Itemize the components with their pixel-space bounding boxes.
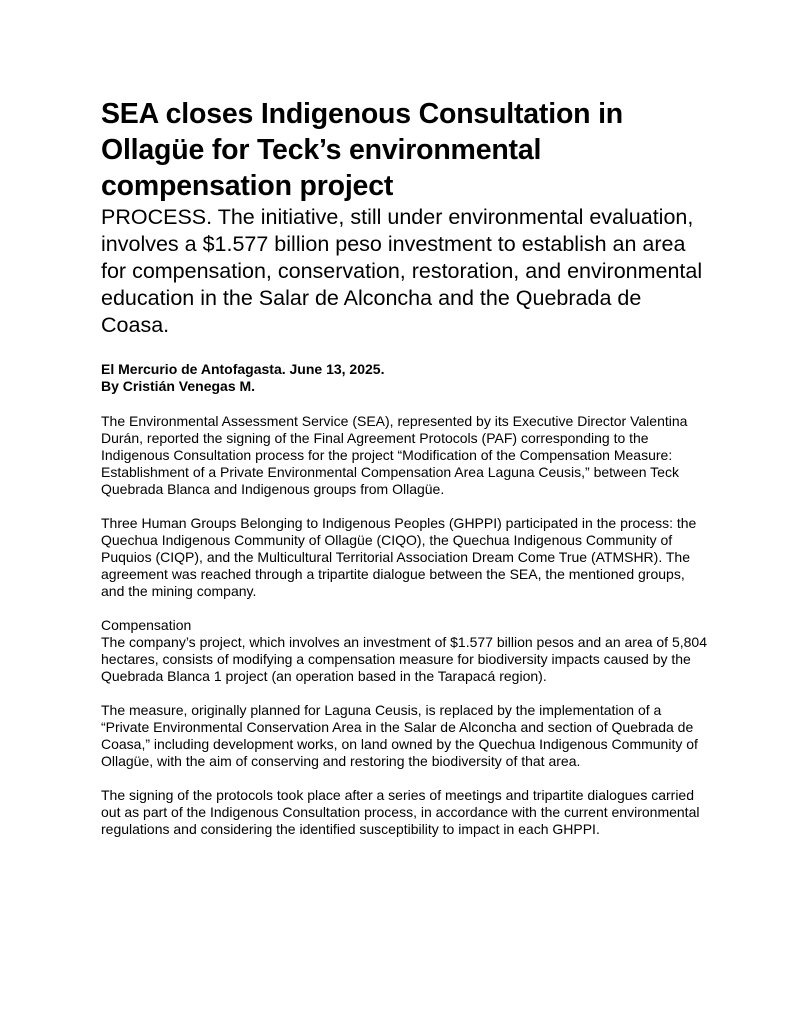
- source-line: El Mercurio de Antofagasta. June 13, 2025.: [101, 361, 385, 377]
- byline: By Cristián Venegas M.: [101, 378, 256, 394]
- body-paragraph: The signing of the protocols took place after a series of meetings and tripartite dialogues carried out as part of the Indigenous Consultation process, in accordance with the current environmental regulations and considering the identified susceptibility to impact in each GHPPI.: [101, 787, 700, 837]
- article: [101, 96, 711, 855]
- article-subheadline: PROCESS. The initiative, still under environmental evaluation, involves a $1.577 billion peso investment to establish an area for compensation, conservation, restoration, and environmental education in the Salar de Alconcha and the Quebrada de Coasa.: [101, 205, 703, 337]
- section-heading-compensation: Compensation: [101, 617, 192, 633]
- body-paragraph: The company’s project, which involves an investment of $1.577 billion pesos and an area of 5,804 hectares, consists of modifying a compensation measure for biodiversity impacts caused by the Quebrada Blanca 1 project (an operation based in the Tarapacá region).: [101, 634, 707, 684]
- body-paragraph: The Environmental Assessment Service (SEA), represented by its Executive Director Valentina Durán, reported the signing of the Final Agreement Protocols (PAF) corresponding to the Indigenous Consultation process for the project “Modification of the Compensation Measure: Establishment of a Private Environmental Compensation Area Laguna Ceusis,” between Teck Quebrada Blanca and Indigenous groups from Ollagüe.: [101, 413, 688, 497]
- article-body: [101, 413, 711, 838]
- body-paragraph: Three Human Groups Belonging to Indigenous Peoples (GHPPI) participated in the process: the Quechua Indigenous Community of Ollagüe (CIQO), the Quechua Indigenous Community of Puquios (CIQP), and the Multicultural Territorial Association Dream Come True (ATMSHR). The agreement was reached through a tripartite dialogue between the SEA, the mentioned groups, and the mining company.: [101, 515, 697, 599]
- article-headline: SEA closes Indigenous Consultation in Ollagüe for Teck’s environmental compensation project: [101, 98, 624, 202]
- article-meta: [101, 361, 711, 395]
- body-paragraph: The measure, originally planned for Laguna Ceusis, is replaced by the implementation of a “Private Environmental Conservation Area in the Salar de Alconcha and section of Quebrada de Coasa,” including development works, on land owned by the Quechua Indigenous Community of Ollagüe, with the aim of conserving and restoring the biodiversity of that area.: [101, 702, 698, 769]
